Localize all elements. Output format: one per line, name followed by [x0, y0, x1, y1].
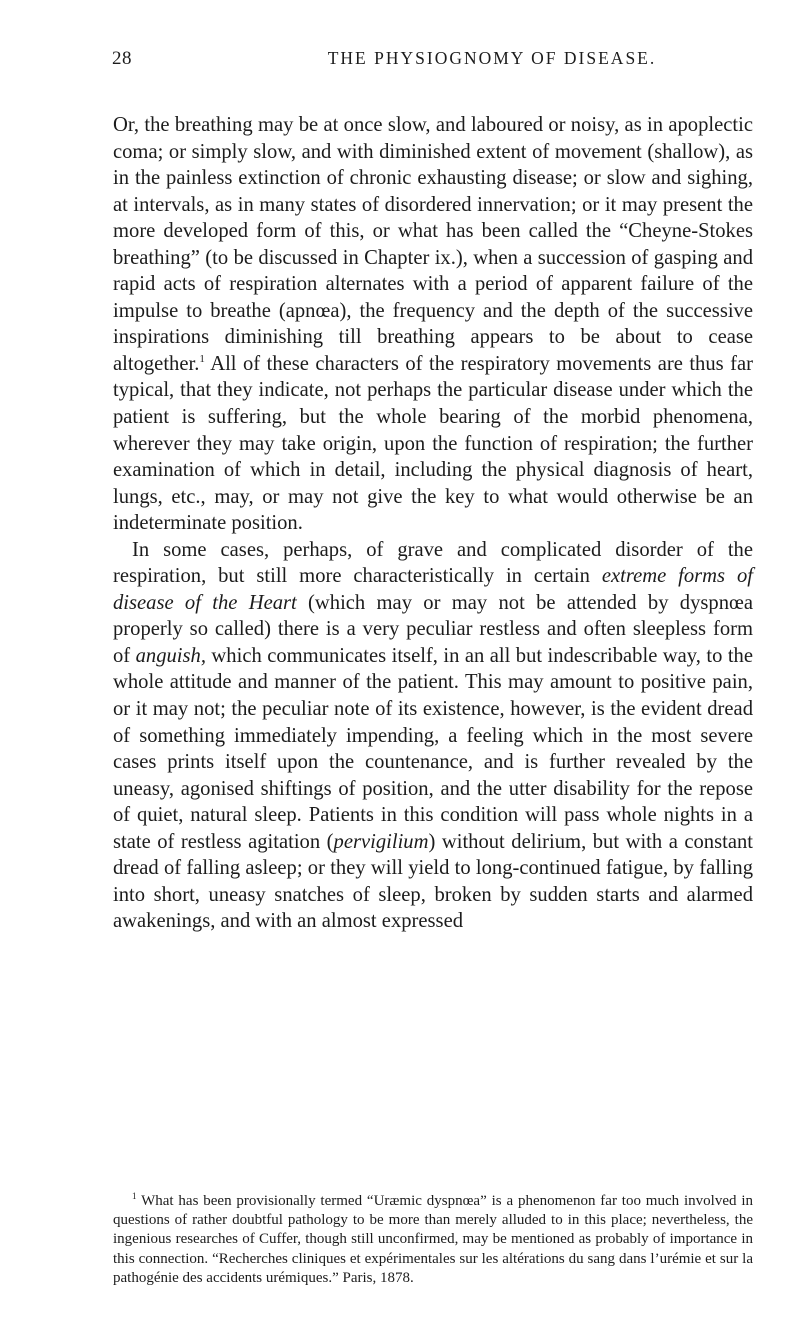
- footnote-text: What has been provisionally termed “Uræmic dyspnœa” is a phenomenon far too much involved in questions of rather doubtful pathology to be more than merely alluded to in this place; nevertheless, the ingenious researches of Cuffer, though still unconfirmed, may be mentioned as probably of importance in this connection. “Recherches cliniques et expérimentales sur les altérations du sang dans l’urémie et sur la pathogénie des accidents urémiques.” Paris, 1878.: [113, 1193, 753, 1286]
- paragraph-2-text-d: ) without delirium, but with a constant dread of falling asleep; or they will yield to long-continued fatigue, by falling into short, uneasy snatches of sleep, broken by sudden starts and alarmed awakenings, and with an almost expressed: [113, 830, 753, 933]
- paragraph-1-text-a: Or, the breathing may be at once slow, and laboured or noisy, as in apoplectic coma; or simply slow, and with diminished extent of movement (shallow), as in the painless extinction of chronic exhausting disease; or slow and sighing, at intervals, as in many states of disordered innervation; or it may present the more developed form of this, or what has been called the “Cheyne-Stokes breathing” (to be discussed in Chapter ix.), when a succession of gasping and rapid acts of respiration alternates with a period of apparent failure of the impulse to breathe (apnœa), the frequency and the depth of the successive inspirations diminishing till breathing appears to be about to cease altogether.: [113, 114, 753, 375]
- italic-word-pervigilium: pervigilium: [333, 830, 429, 853]
- italic-word-anguish: anguish,: [135, 644, 206, 667]
- footnote: [113, 1192, 753, 1288]
- footnote-reference[interactable]: 1: [199, 352, 205, 365]
- paragraph-2-text-a: In some cases, perhaps, of grave and complicated disorder of the respiration, but still more characteristically in certain: [113, 538, 753, 588]
- italic-phrase-heart: extreme forms of disease of the Heart: [113, 565, 753, 614]
- page-number: 28: [112, 48, 132, 69]
- paragraph-2-text-b: (which may or may not be attended by dyspnœa properly so called) there is a very peculiar restless and often sleepless form of: [113, 591, 754, 667]
- paragraph-1-text-b: All of these characters of the respiratory movements are thus far typical, that they indicate, not perhaps the particular disease under which the patient is suffering, but the whole bearing of the morbid phenomena, wherever they may take origin, upon the function of respiration; the further examination of which in detail, including the physical diagnosis of heart, lungs, etc., may, or may not give the key to what would otherwise be an indeterminate position.: [113, 352, 753, 535]
- body-text: [113, 112, 753, 935]
- page-header: [112, 48, 752, 78]
- footnote-marker: 1: [132, 1191, 137, 1201]
- running-head: THE PHYSIOGNOMY OF DISEASE.: [327, 48, 657, 68]
- paragraph-2: [113, 537, 753, 935]
- paragraph-1: [113, 112, 753, 537]
- paragraph-2-text-c: which communicates itself, in an all but indescribable way, to the whole attitude and manner of the patient. This may amount to positive pain, or it may not; the peculiar note of its existence, however, is the evident dread of something immediately impending, a feeling which in the most severe cases prints itself upon the countenance, and is further revealed by the uneasy, agonised shiftings of position, and the utter disability for the repose of quiet, natural sleep. Patients in this condition will pass whole nights in a state of restless agitation (: [113, 644, 753, 853]
